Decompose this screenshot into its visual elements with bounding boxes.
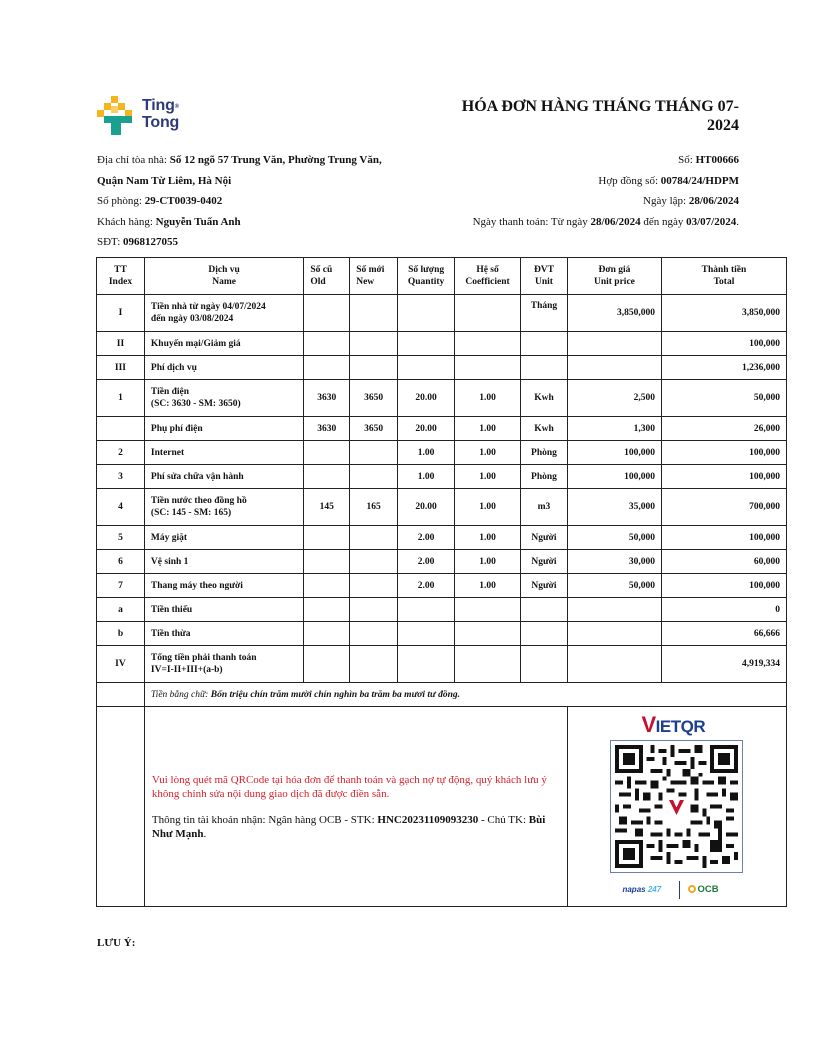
cell-old (304, 646, 350, 683)
room-label: Số phòng: (97, 195, 145, 208)
col-header-en: Name (212, 277, 236, 287)
col-header-en: Index (108, 277, 133, 287)
table-row-internet (97, 441, 787, 465)
phone-line (97, 232, 382, 253)
cell-quantity: 20.00 (398, 417, 455, 441)
table-row-electricity-surcharge (97, 417, 787, 441)
col-header-vi: TT (114, 265, 127, 275)
cell-unit-price (567, 646, 661, 683)
table-row-discount (97, 332, 787, 356)
partner-divider (679, 881, 680, 899)
cell-quantity: 20.00 (398, 489, 455, 526)
logo-text-ting: Ting (142, 97, 175, 114)
table-row-maintenance (97, 465, 787, 489)
cell-new (350, 598, 398, 622)
invoice-number-label: Số: (678, 154, 696, 166)
cell-total: 100,000 (661, 465, 786, 489)
name-line-2: IV=I-II+III+(a-b) (150, 665, 223, 675)
cell-unit: Người (521, 526, 568, 550)
cell-total: 60,000 (661, 550, 786, 574)
napas247-logo (622, 885, 661, 894)
cell-quantity (398, 295, 455, 332)
cell-quantity: 1.00 (398, 465, 455, 489)
name-line-2: (SC: 145 - SM: 165) (150, 508, 232, 518)
cell-total: 26,000 (661, 417, 786, 441)
cell-unit-price: 2,500 (567, 380, 661, 417)
room-line (97, 191, 382, 212)
cell-quantity: 1.00 (398, 441, 455, 465)
cell-old (304, 550, 350, 574)
vietqr-logo (641, 712, 705, 738)
phone-value: 0968127055 (123, 236, 179, 249)
amount-in-words-value: Bốn triệu chín trăm mười chín nghìn ba trăm ba mươi tư đồng. (210, 689, 460, 700)
account-holder-end: . (203, 827, 207, 840)
cell-unit (521, 356, 568, 380)
cell-new (350, 441, 398, 465)
cell-old (304, 441, 350, 465)
payment-partners (622, 881, 732, 901)
table-row-rent (97, 295, 787, 332)
cell-unit: Người (521, 574, 568, 598)
cell-unit-price: 50,000 (567, 526, 661, 550)
logo-text-tong: Tong (142, 114, 180, 131)
cell-index: IV (97, 646, 145, 683)
payment-to-date: 03/07/2024 (686, 215, 737, 228)
name-line-1: Tiền nước theo đồng hồ (150, 496, 247, 506)
payment-period-line (473, 212, 739, 233)
cell-unit (521, 332, 568, 356)
cell-quantity (398, 646, 455, 683)
payment-period-label: Ngày thanh toán: Từ ngày (472, 215, 591, 228)
cell-unit-price: 30,000 (567, 550, 661, 574)
col-header-old (304, 258, 350, 295)
cell-name: Thang máy theo người (144, 574, 303, 598)
table-row-service-fee (97, 356, 787, 380)
table-row-electricity (97, 380, 787, 417)
cell-total: 100,000 (661, 332, 786, 356)
cell-new (350, 646, 398, 683)
cell-coefficient (455, 332, 521, 356)
cell-total: 100,000 (661, 574, 786, 598)
cell-empty (97, 707, 145, 907)
cell-name: Vệ sinh 1 (144, 550, 303, 574)
cell-new (350, 574, 398, 598)
invoice-title: HÓA ĐƠN HÀNG THÁNG THÁNG 07-2024 (461, 98, 739, 134)
customer-line (97, 212, 382, 233)
payment-period-end: . (736, 215, 739, 228)
cell-index: 3 (97, 465, 145, 489)
cell-index: II (97, 332, 145, 356)
cell-new: 165 (350, 489, 398, 526)
cell-index: III (97, 356, 145, 380)
col-header-unit-price (567, 258, 661, 295)
customer-info (97, 150, 382, 253)
logo-trademark: ® (174, 104, 179, 110)
qr-cell (567, 707, 786, 907)
name-line-1: Tiền điện (150, 387, 190, 397)
address-line-2 (97, 171, 382, 192)
cell-new (350, 465, 398, 489)
cell-index: a (97, 598, 145, 622)
cell-index: 6 (97, 550, 145, 574)
col-header-name (144, 258, 303, 295)
cell-coefficient: 1.00 (455, 417, 521, 441)
cell-old (304, 526, 350, 550)
cell-name (144, 646, 303, 683)
cell-coefficient: 1.00 (455, 526, 521, 550)
cell-name (144, 295, 303, 332)
amount-in-words-label: Tiền bằng chữ: (150, 689, 211, 700)
cell-name: Tiền thừa (144, 622, 303, 646)
cell-unit: Phòng (521, 465, 568, 489)
col-header-en: Unit price (593, 277, 635, 287)
cell-unit-price (567, 598, 661, 622)
cell-total: 66,666 (661, 622, 786, 646)
cell-new (350, 526, 398, 550)
vietqr-block (568, 707, 785, 906)
col-header-vi: Số mới (356, 265, 385, 275)
customer-label: Khách hàng: (97, 215, 156, 228)
cell-old: 3630 (304, 380, 350, 417)
cell-new: 3650 (350, 417, 398, 441)
col-header-vi: Dịch vụ (208, 265, 240, 275)
address-value-1: Số 12 ngõ 57 Trung Văn, Phường Trung Văn, (169, 154, 382, 166)
payment-period-mid: đến ngày (640, 215, 687, 228)
cell-unit: Người (521, 550, 568, 574)
cell-name: Khuyến mại/Giảm giá (144, 332, 303, 356)
cell-quantity (398, 622, 455, 646)
cell-quantity: 2.00 (398, 574, 455, 598)
account-holder-name: Bùi Như Mạnh (151, 813, 546, 840)
cell-old (304, 574, 350, 598)
cell-unit-price: 35,000 (567, 489, 661, 526)
created-date-value: 28/06/2024 (688, 195, 739, 208)
cell-unit-price (567, 622, 661, 646)
cell-name: Phí dịch vụ (144, 356, 303, 380)
cell-index: 2 (97, 441, 145, 465)
payment-instructions (144, 707, 567, 907)
cell-new (350, 295, 398, 332)
cell-unit-price: 3,850,000 (567, 295, 661, 332)
cell-unit: Kwh (521, 380, 568, 417)
bank-account-info (152, 813, 560, 841)
name-line-2: (SC: 3630 - SM: 3650) (150, 399, 241, 409)
cell-new (350, 550, 398, 574)
cell-unit-price (567, 332, 661, 356)
cell-new: 3650 (350, 380, 398, 417)
table-row-payment-qr (97, 707, 787, 907)
col-header-unit (521, 258, 568, 295)
table-row-washing-machine (97, 526, 787, 550)
cell-unit-price: 100,000 (567, 465, 661, 489)
cell-coefficient (455, 356, 521, 380)
cell-coefficient (455, 622, 521, 646)
col-header-vi: ĐVT (533, 265, 554, 275)
table-row-amount-in-words (97, 683, 787, 707)
vietqr-logo-v: V (641, 712, 656, 737)
ocb-logo (688, 884, 718, 895)
cell-coefficient: 1.00 (455, 574, 521, 598)
cell-total: 700,000 (661, 489, 786, 526)
qr-payment-notice: Vui lòng quét mã QRCode tại hóa đơn để thanh toán và gạch nợ tự động, quý khách lưu ý không chỉnh sửa nội dung giao dịch đã được điền sẵn. (151, 773, 547, 800)
cell-empty (97, 683, 145, 707)
col-header-vi: Hệ số (476, 265, 499, 275)
cell-name: Phụ phí điện (144, 417, 303, 441)
logo-wordmark (142, 97, 179, 131)
address-line (97, 150, 382, 171)
napas-text: napas (622, 885, 646, 894)
col-header-vi: Số cũ (310, 265, 333, 275)
ocb-text: OCB (697, 884, 719, 895)
cell-quantity (398, 332, 455, 356)
cell-unit: Phòng (521, 441, 568, 465)
customer-value: Nguyễn Tuấn Anh (155, 215, 241, 228)
cell-index: 5 (97, 526, 145, 550)
col-header-vi: Số lượng (408, 265, 445, 275)
cell-old (304, 295, 350, 332)
cell-index: 1 (97, 380, 145, 417)
cell-old (304, 465, 350, 489)
table-header-row (97, 258, 787, 295)
contract-line (473, 171, 739, 192)
cell-coefficient (455, 598, 521, 622)
name-line-1: Tiền nhà từ ngày 04/07/2024 (150, 302, 266, 312)
cell-unit: m3 (521, 489, 568, 526)
table-row-overpaid (97, 622, 787, 646)
cell-unit (521, 598, 568, 622)
bank-account-number: HNC20231109093230 (377, 813, 479, 826)
room-value: 29-CT0039-0402 (144, 195, 223, 208)
cell-index: 7 (97, 574, 145, 598)
created-date-label: Ngày lập: (643, 195, 689, 208)
cell-quantity: 20.00 (398, 380, 455, 417)
cell-name: Tiền thiếu (144, 598, 303, 622)
col-header-en: Old (310, 277, 326, 287)
cell-coefficient (455, 646, 521, 683)
created-date-line (473, 191, 739, 212)
cell-total: 100,000 (661, 441, 786, 465)
cell-total: 50,000 (661, 380, 786, 417)
cell-index (97, 417, 145, 441)
cell-unit-price: 50,000 (567, 574, 661, 598)
amount-in-words (144, 683, 786, 707)
col-header-coefficient (455, 258, 521, 295)
col-header-en: Unit (535, 277, 553, 287)
account-holder-label: - Chủ TK: (478, 813, 529, 826)
cell-old: 3630 (304, 417, 350, 441)
ocb-circle-icon (688, 885, 696, 893)
cell-unit-price: 100,000 (567, 441, 661, 465)
invoice-meta (473, 150, 739, 232)
invoice-table (96, 257, 787, 907)
payment-from-date: 28/06/2024 (590, 215, 641, 228)
table-row-grand-total (97, 646, 787, 683)
cell-unit: Kwh (521, 417, 568, 441)
col-header-new (350, 258, 398, 295)
cell-index: I (97, 295, 145, 332)
cell-name: Máy giặt (144, 526, 303, 550)
cell-coefficient: 1.00 (455, 489, 521, 526)
cell-coefficient: 1.00 (455, 380, 521, 417)
cell-quantity (398, 598, 455, 622)
phone-label: SĐT: (97, 236, 124, 249)
address-value-2: Quận Nam Từ Liêm, Hà Nội (97, 174, 232, 187)
table-row-cleaning (97, 550, 787, 574)
col-header-en: New (356, 277, 375, 287)
table-row-elevator (97, 574, 787, 598)
address-label: Địa chỉ tòa nhà: (97, 154, 170, 166)
cell-old: 145 (304, 489, 350, 526)
cell-total: 1,236,000 (661, 356, 786, 380)
cell-coefficient: 1.00 (455, 550, 521, 574)
col-header-vi: Thành tiền (701, 265, 747, 275)
cell-name: Phí sửa chữa vận hành (144, 465, 303, 489)
col-header-en: Quantity (407, 277, 445, 287)
cell-index: b (97, 622, 145, 646)
contract-value: 00784/24/HDPM (660, 174, 739, 187)
name-line-2: đến ngày 03/08/2024 (150, 314, 234, 324)
col-header-en: Total (713, 277, 735, 287)
table-row-water (97, 489, 787, 526)
cell-quantity (398, 356, 455, 380)
col-header-vi: Đơn giá (598, 265, 631, 275)
invoice-number-line (473, 150, 739, 171)
cell-name (144, 489, 303, 526)
cell-total: 4,919,334 (661, 646, 786, 683)
cell-old (304, 332, 350, 356)
cell-unit: Tháng (521, 295, 568, 332)
logo-mark-icon (97, 96, 139, 136)
bank-account-label: Thông tin tài khoản nhận: Ngân hàng OCB - STK: (151, 813, 378, 826)
cell-quantity: 2.00 (398, 526, 455, 550)
invoice-number-value: HT00666 (695, 154, 739, 166)
qr-code-icon (611, 741, 742, 872)
name-line-1: Tổng tiền phải thanh toán (150, 653, 257, 663)
cell-new (350, 332, 398, 356)
cell-name: Internet (144, 441, 303, 465)
qr-code-image[interactable] (610, 740, 743, 873)
cell-total: 3,850,000 (661, 295, 786, 332)
contract-label: Hợp đồng số: (598, 174, 661, 187)
col-header-total (661, 258, 786, 295)
cell-old (304, 598, 350, 622)
table-row-underpaid (97, 598, 787, 622)
cell-coefficient: 1.00 (455, 441, 521, 465)
napas-247-text: 247 (645, 885, 662, 894)
cell-unit (521, 646, 568, 683)
cell-name (144, 380, 303, 417)
cell-coefficient: 1.00 (455, 465, 521, 489)
vietqr-logo-text: IETQR (655, 717, 706, 736)
cell-unit (521, 622, 568, 646)
cell-unit-price (567, 356, 661, 380)
col-header-quantity (398, 258, 455, 295)
cell-unit-price: 1,300 (567, 417, 661, 441)
ting-tong-logo (97, 96, 192, 136)
cell-new (350, 622, 398, 646)
cell-index: 4 (97, 489, 145, 526)
cell-total: 0 (661, 598, 786, 622)
cell-old (304, 622, 350, 646)
col-header-index (97, 258, 145, 295)
cell-new (350, 356, 398, 380)
note-heading: LƯU Ý: (97, 937, 136, 949)
col-header-en: Coefficient (465, 277, 510, 287)
cell-total: 100,000 (661, 526, 786, 550)
cell-coefficient (455, 295, 521, 332)
cell-quantity: 2.00 (398, 550, 455, 574)
cell-old (304, 356, 350, 380)
